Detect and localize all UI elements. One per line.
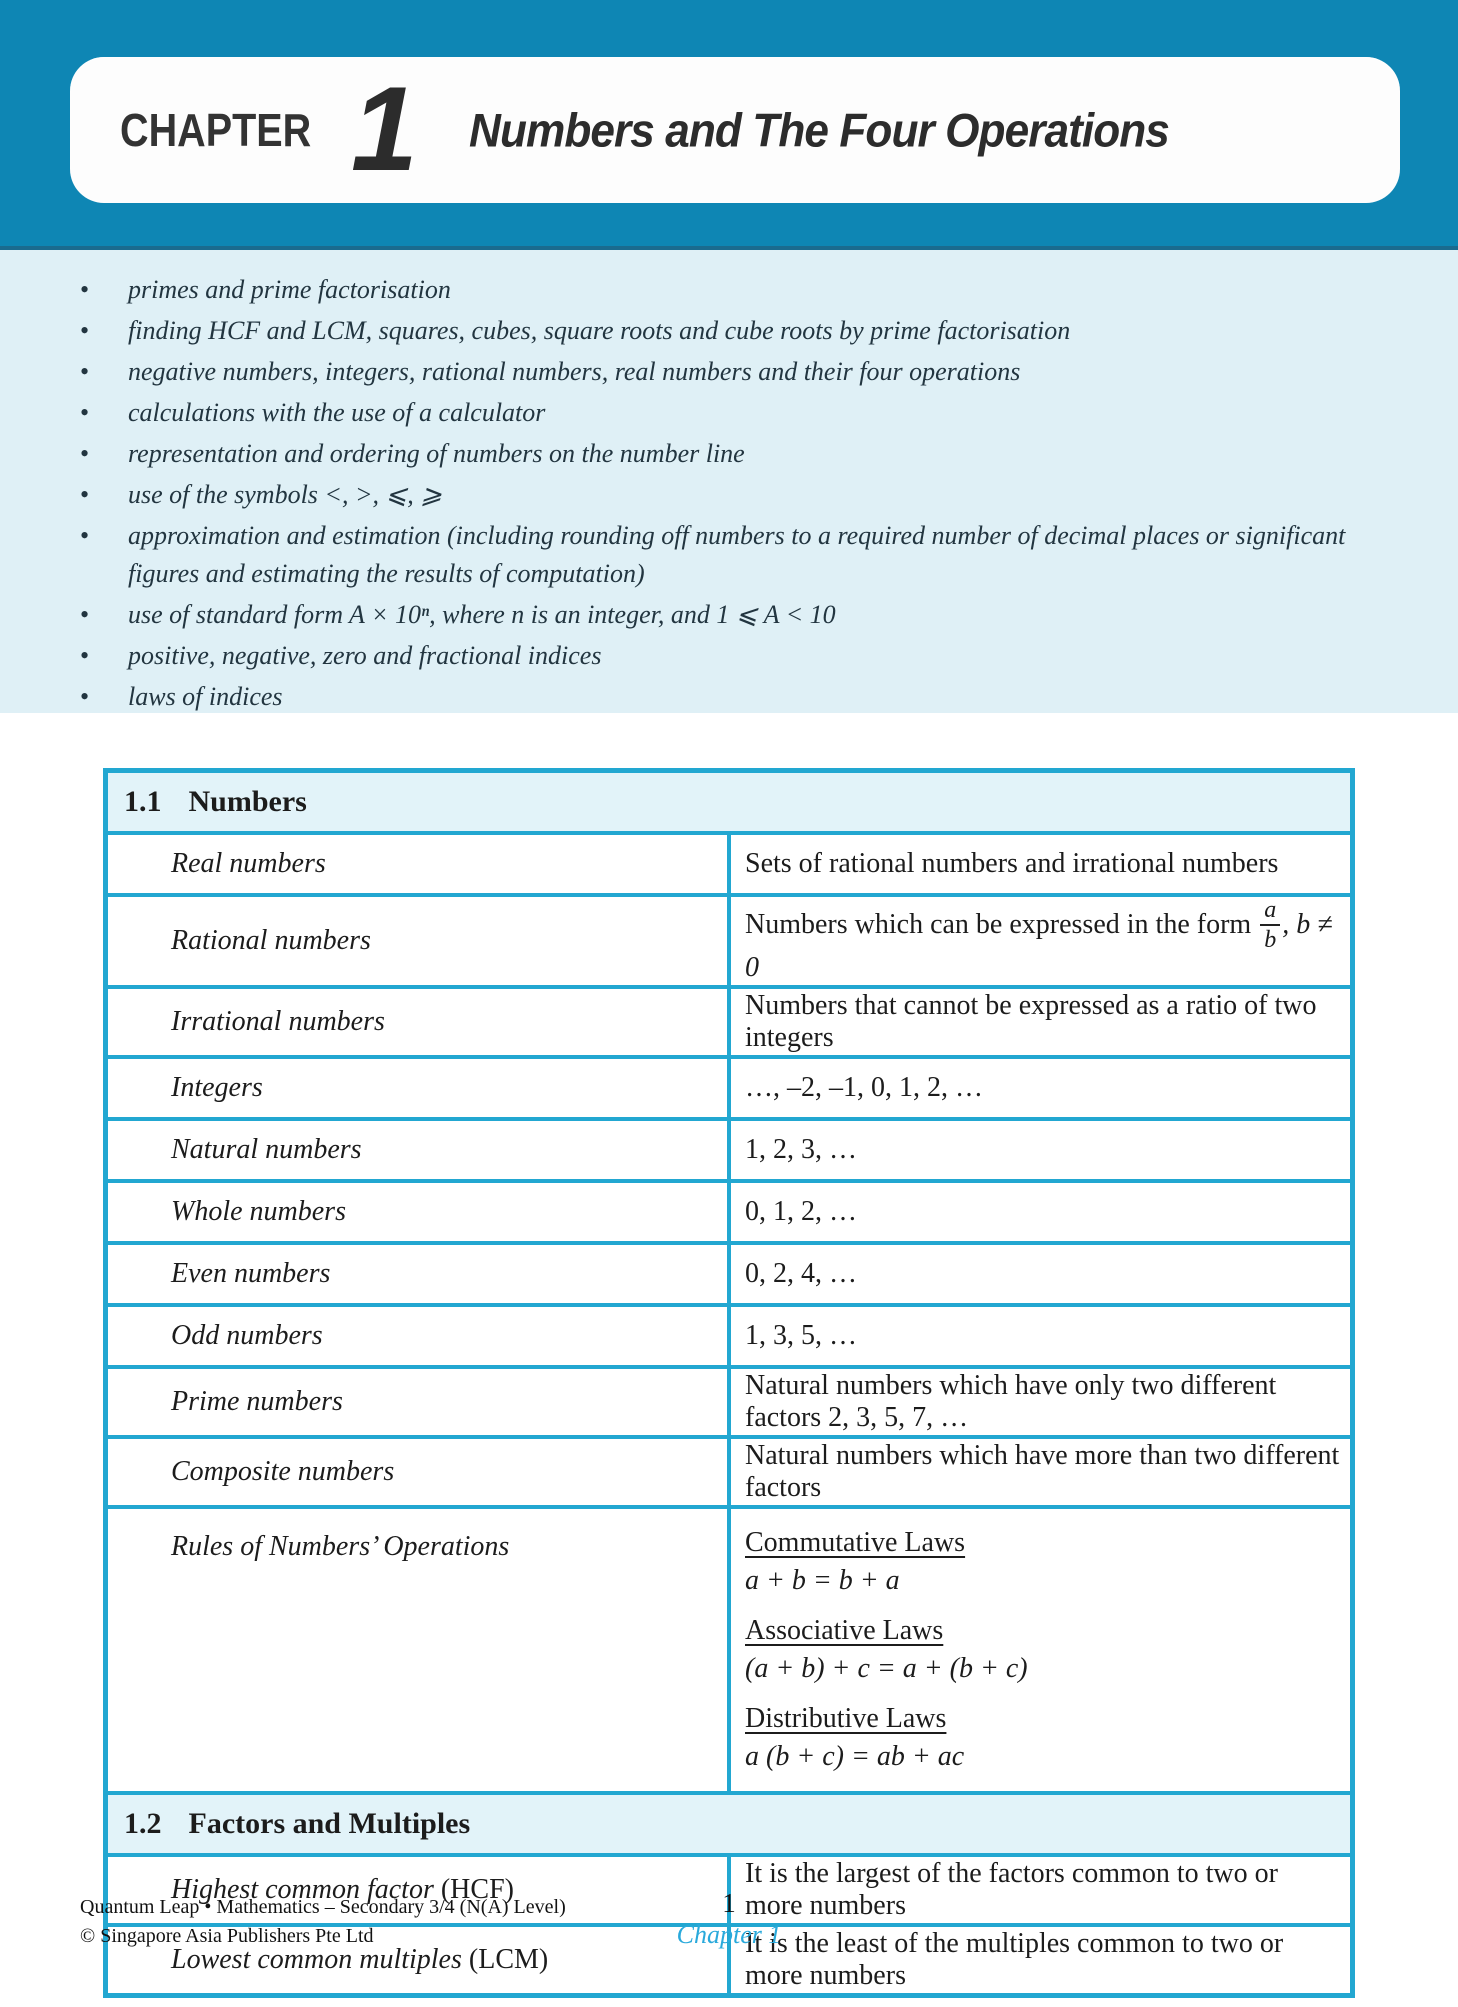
- definition-cell: [729, 1507, 1353, 1793]
- definition-text: Natural numbers which have more than two different factors: [745, 1439, 1340, 1503]
- term-label: Rational numbers: [171, 924, 371, 956]
- bullet-item: • representation and ordering of numbers on the number line: [78, 435, 1394, 473]
- term-label: Composite numbers: [171, 1455, 395, 1487]
- fraction: [1260, 898, 1280, 952]
- term-label: Lowest common multiples: [171, 1943, 462, 1975]
- law-title: Commutative Laws: [745, 1526, 966, 1558]
- term-label: Natural numbers: [171, 1133, 362, 1165]
- fraction-numerator: a: [1260, 898, 1280, 926]
- term-label: Irrational numbers: [171, 1005, 385, 1037]
- section-header-row: [106, 771, 1353, 833]
- chapter-reference: Chapter 1: [676, 1920, 782, 1949]
- definition-text: 1, 2, 3, …: [745, 1133, 857, 1165]
- term-label: Prime numbers: [171, 1385, 343, 1417]
- term-cell: [106, 1507, 730, 1793]
- term-cell: [106, 1119, 730, 1181]
- chapter-title-box: [70, 57, 1400, 203]
- section-number: 1.1: [124, 784, 162, 818]
- imprint-line-2: © Singapore Asia Publishers Pte Ltd: [80, 1925, 374, 1947]
- law-formula: (a + b) + c = a + (b + c): [745, 1652, 1028, 1684]
- term-cell: [106, 1243, 730, 1305]
- table-row: [106, 1305, 1353, 1367]
- definition-cell: [729, 895, 1353, 987]
- definition-cell: [729, 1367, 1353, 1437]
- definition-text: 1, 3, 5, …: [745, 1319, 857, 1351]
- bullet-item: • use of the symbols <, >, ⩽, ⩾: [78, 476, 1394, 514]
- definition-cell: [729, 1181, 1353, 1243]
- section-number: 1.2: [124, 1806, 162, 1840]
- syllabus-bullet-list: [78, 271, 1394, 716]
- term-label: Real numbers: [171, 847, 326, 879]
- table-row: [106, 987, 1353, 1057]
- term-cell: [106, 833, 730, 895]
- section-header-row: [106, 1793, 1353, 1855]
- definition-cell: [729, 987, 1353, 1057]
- law-formula: a (b + c) = ab + ac: [745, 1740, 965, 1772]
- term-cell: [106, 895, 730, 987]
- term-abbreviation: (LCM): [461, 1943, 549, 1975]
- term-abbreviation: (HCF): [433, 1873, 514, 1905]
- law-title: Distributive Laws: [745, 1702, 947, 1734]
- bullet-item: • calculations with the use of a calculator: [78, 394, 1394, 432]
- law-title: Associative Laws: [745, 1614, 944, 1646]
- term-label: Even numbers: [171, 1257, 331, 1289]
- term-label: Whole numbers: [171, 1195, 346, 1227]
- table-row: [106, 1057, 1353, 1119]
- term-label: Rules of Numbers’ Operations: [171, 1530, 510, 1562]
- definition-cell: [729, 1305, 1353, 1367]
- definition-cell: [729, 1437, 1353, 1507]
- bullet-item: • finding HCF and LCM, squares, cubes, square roots and cube roots by prime factorisation: [78, 312, 1394, 350]
- term-cell: [106, 1181, 730, 1243]
- bullet-item: • laws of indices: [78, 678, 1394, 716]
- definition-text: Sets of rational numbers and irrational numbers: [745, 847, 1279, 879]
- definition-text: …, –2, –1, 0, 1, 2, …: [745, 1071, 983, 1103]
- definition-text: It is the largest of the factors common to two or more numbers: [745, 1857, 1278, 1921]
- chapter-title: Numbers and The Four Operations: [469, 103, 1169, 157]
- section-title: Factors and Multiples: [188, 1806, 471, 1840]
- table-row: [106, 1367, 1353, 1437]
- term-cell: [106, 1057, 730, 1119]
- term-cell: [106, 1305, 730, 1367]
- definition-text: It is the least of the multiples common to two or more numbers: [745, 1927, 1284, 1991]
- definition-cell: [729, 1057, 1353, 1119]
- law-formula: a + b = b + a: [745, 1564, 900, 1596]
- definition-text: Numbers which can be expressed in the form: [745, 908, 1259, 940]
- table-row: [106, 1119, 1353, 1181]
- term-cell: [106, 1367, 730, 1437]
- table-row: [106, 1181, 1353, 1243]
- chapter-header-band: [0, 0, 1458, 250]
- syllabus-section: [0, 250, 1458, 713]
- definition-text: Numbers that cannot be expressed as a ratio of two integers: [745, 989, 1317, 1053]
- definition-text: 0, 1, 2, …: [745, 1195, 857, 1227]
- chapter-number: 1: [351, 62, 418, 196]
- section-header-1-2: [106, 1793, 1353, 1855]
- table-row: [106, 833, 1353, 895]
- term-label: Odd numbers: [171, 1319, 323, 1351]
- term-label: Integers: [171, 1071, 263, 1103]
- section-title: Numbers: [188, 784, 307, 818]
- imprint-line-1: Quantum Leap • Mathematics – Secondary 3/4 (N(A) Level): [80, 1896, 566, 1918]
- topics-table: [103, 768, 1355, 1998]
- section-header-1-1: [106, 771, 1353, 833]
- table-row: [106, 895, 1353, 987]
- term-cell: [106, 1437, 730, 1507]
- table-row: [106, 1507, 1353, 1793]
- law-distributive: [745, 1701, 1342, 1775]
- definition-text: 0, 2, 4, …: [745, 1257, 857, 1289]
- bullet-item: • positive, negative, zero and fractional indices: [78, 637, 1394, 675]
- definition-cell: [729, 833, 1353, 895]
- chapter-label: CHAPTER: [120, 104, 312, 156]
- bullet-item: • use of standard form A × 10ⁿ, where n is an integer, and 1 ⩽ A < 10: [78, 596, 1394, 634]
- table-row: [106, 1243, 1353, 1305]
- table-row: [106, 1437, 1353, 1507]
- law-commutative: [745, 1525, 1342, 1599]
- bullet-item: • negative numbers, integers, rational numbers, real numbers and their four operations: [78, 353, 1394, 391]
- page-footer: [0, 1888, 1458, 1950]
- law-associative: [745, 1613, 1342, 1687]
- definition-text: , b ≠ 0: [745, 908, 1333, 983]
- fraction-denominator: b: [1264, 926, 1277, 953]
- bullet-item: • primes and prime factorisation: [78, 271, 1394, 309]
- bullet-item: • approximation and estimation (including rounding off numbers to a required number of decimal places or significant figures and estimating the results of computation): [78, 517, 1394, 593]
- page-number: 1: [722, 1888, 736, 1918]
- definition-cell: [729, 1119, 1353, 1181]
- term-cell: [106, 987, 730, 1057]
- definition-text: Natural numbers which have only two different factors 2, 3, 5, 7, …: [745, 1369, 1277, 1433]
- definition-cell: [729, 1243, 1353, 1305]
- term-label: Highest common factor: [171, 1873, 434, 1905]
